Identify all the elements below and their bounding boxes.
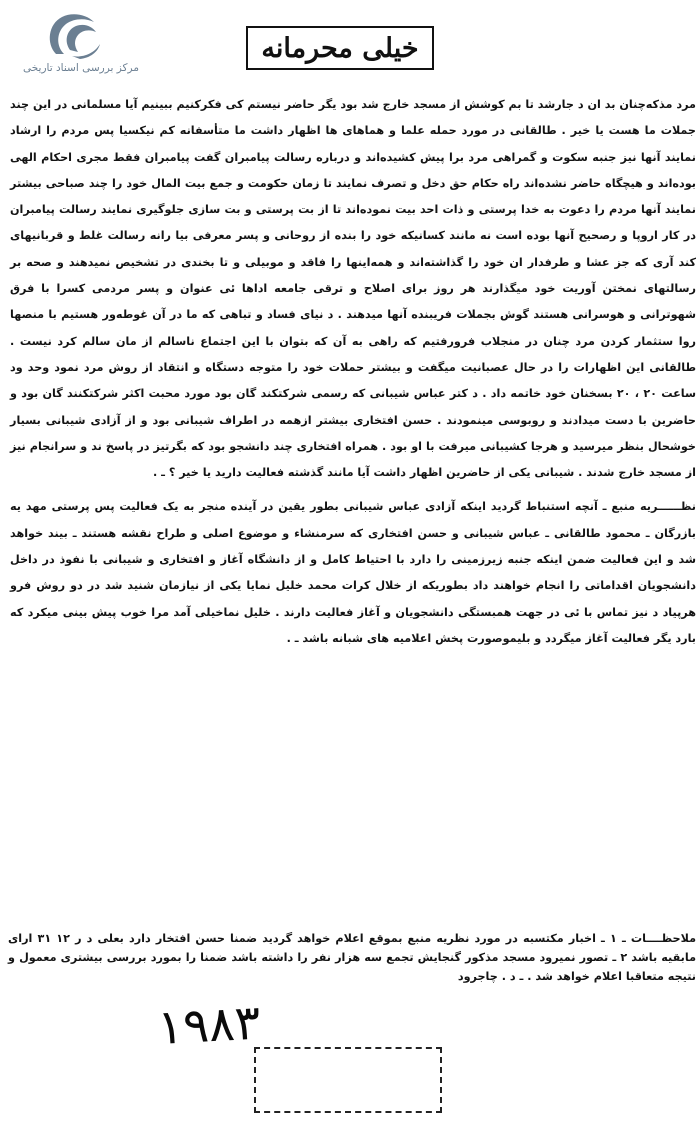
dashed-stamp-box xyxy=(254,1047,442,1113)
report-body xyxy=(10,92,696,652)
report-paragraph-1: مرد مذکه‌چنان بد ان د جارشد تا بم کوشش از مسجد خارج شد بود یگر حاضر نیستم کی فکرکنیم ببینیم آیا مسلمانی در این چند جملات ما هست یا خیر . طالقانی در مورد حمله علما و هماهای ها اظهار داشت ما متأسفانه کم نیکسیا پس مردم را ارشاد نمایند آنها نیز جنبه سکوت و گمراهی مرد برا پیش کشیده‌اند و درباره رسالت پیامبران گفت پیامبران فقط مجری احکام الهی بوده‌اند و هیچگاه حاضر نشده‌اند راه حکام حق دخل و تصرف نمایند تا زمان حکومت و جمع بیت المال خود را چند صباحی بیشتر نمایند آنها مردم را دعوت به خدا پرستی و ذات احد بیت نموده‌اند تا از بت پرستی و بت سازی جلوگیری نمایند رسالت پیامبران در کار اروپا و رصحیح آنها بوده است نه مانند کسانیکه خود را بنده از روحانی و پسر معرفی بیا رانه رسالت غلط و قربانیهای کند آری که جز عشا و طرفدار ان خود را گذاشته‌اند و همه‌اینها را فاقد و موبیلی و تا بخندی در تشخیص نمیدهند و صحه بر رسالتهای نمختن آوریت خود میگذارند هر روز برای اصلاح و ترقی جامعه اداها ئی عنوان و پسر مردمی کسرا با فرق شهوترانی و هوسرانی هستند گوش بجملات فریبنده آنها میدهند . د نیای فساد و تباهی که ما در آن غوطه‌ور هستیم با منصها روا ستثمار کردن مرد چنان در منجلاب فرورفتیم که راهی به آن که بتوان با این اجتماع ناسالم از مان سالم کرد نیست . طالقانی این اظهارات را در حال عصبانیت میگفت و بیشتر حملات خود را متوجه دستگاه و انتقاد از روش مرد نمود وحد ود ساعت ۲۰ ، ۲۰ بسخنان خود خاتمه داد . د کتر عباس شیبانی که رسمی شرکتکند گان بود مورد محبت اکثر شرکتکنند گان بود و حاضرین با دست میدادند و روبوسی مینمودند . حسن افتخاری بیشتر ازهمه در اطراف شیبانی بود و از آزادی شیبانی بسیار خوشحال بنظر میرسید و هرجا کشیبانی میرفت با او بود . همراه افتخاری چند دانشجو بود که بگرتیز در پاسخ ند و سرانجام نیز از مسجد خارج شدند . شیبانی یکی از حاضرین اظهار داشت آیا مانند گذشته فعالیت دارید یا خیر ؟ ـ . xyxy=(10,98,696,480)
remarks-section xyxy=(8,929,696,986)
archive-logo xyxy=(6,8,156,78)
archive-logo-icon xyxy=(42,10,104,60)
handwritten-number: ۱۹۸۳ xyxy=(156,994,262,1056)
source-opinion-paragraph: نظــــــریه منبع ـ آنچه استنباط گردید اینکه آزادی عباس شیبانی بطور یقین در آینده منجر به یک فعالیت پس پرستی مهد یه بازرگان ـ محمود طالقانی ـ عباس شیبانی و حسن افتخاری که سرمنشاء و موضوع اصلی و طراح نقشه هستند ـ بیند خواهد شد و این فعالیت ضمن اینکه جنبه زیرزمینی را دارد با احتیاط کامل و از دانشگاه آغاز و افتخاری و شیبانی با نفوذ در داخل دانشجویان اقداماتی را انجام خواهند داد بطوریکه از خلال کرات محمد خلیل نمایا یکی از نیازمان شنید شد در دو روش فرو هرپیاد د نیز تماس با ئی در جهت همبستگی دانشجویان و آغاز فعالیت دارند . خلیل نماخیلی آمد مرا خوب پیش بینی میکرد که بارد یگر فعالیت آغاز میگردد و بلیموصورت پخش اعلامیه های شبانه باشد ـ . xyxy=(10,500,696,645)
classification-stamp: خیلی محرمانه xyxy=(246,26,434,70)
archive-logo-text: مرکز بررسی اسناد تاریخی xyxy=(23,62,139,74)
remarks-text: ملاحظــــات ـ ۱ ـ اخبار مکتسبه در مورد نظریه منبع بموقع اعلام خواهد گردید ضمنا حسن افتخار دارد بعلی د ر ۱۲ ۳۱ ارای مابقیه باشد ۲ ـ تصور نمیرود مسجد مذکور گنجایش تجمع سه هزار نفر را داشته باشد ضمنا را بمورد بررسی بیشتری معمول و نتیجه متعاقبا اعلام خواهد شد . ـ د . چاجرود xyxy=(8,932,697,983)
